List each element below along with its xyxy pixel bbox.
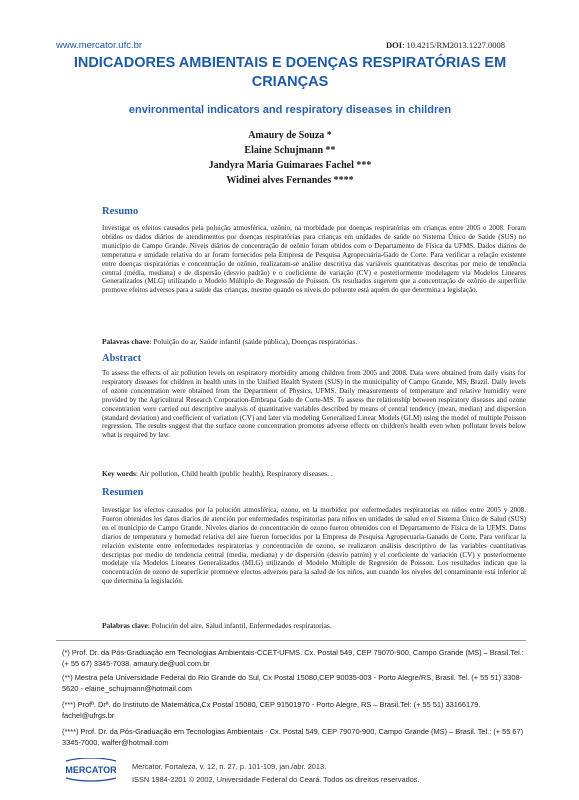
resumo-heading: Resumo <box>102 206 139 217</box>
keywords-text: : Poluição do ar, Saúde infantil (saúde pública), Doenças respiratórias. <box>149 337 358 346</box>
article-subtitle: environmental indicators and respiratory diseases in children <box>128 104 452 116</box>
doi-value: : 10.4215/RM2013.1227.0008 <box>402 40 506 50</box>
author: Jandyra Maria Guimaraes Fachel *** <box>208 160 372 171</box>
issn-copyright: ISSN 1984-2201 © 2002, Universidade Federal do Ceará. Todos os direitos reservados. <box>132 775 420 784</box>
resumen-keywords <box>102 621 526 630</box>
logo-wordmark: MERCATOR <box>65 765 117 775</box>
resumen-heading: Resumen <box>102 487 144 498</box>
keywords-label: Key words <box>102 469 136 478</box>
doi <box>386 40 505 50</box>
keywords-label: Palabras clave <box>102 621 148 630</box>
logo-arc-icon <box>66 758 116 761</box>
footnote-divider <box>56 640 526 641</box>
footnote-author-2: (**) Mestra pela Universidade Federal do Rio Grande do Sul, Cx Postal 15080,CEP 90035-003 - Porto Alegre/RS, Brasil. Tel. (+ 55 51) 3308-5620 - elaine_schujmann@hotmail.com <box>62 673 523 693</box>
resumo-text: Investigar os efeitos causados pela poluição atmosférica, ozônio, na morbidade por doenças respiratórias em crianças entre 2005 e 2008. Foram obtidos os dados diários de atendimentos por doenças respiratórias para crianças em unidades de saúde no Sistema Único de Saúde (SUS) no município de Campo Grande. Níveis diários de concentração de ozônio foram obtidos com o Departamento de Física da UFMS. Dados diários de temperatura e umidade relativa do ar foram fornecidos pela Empresa de Pesquisa Agropecuária-Gado de Corte. Para verificar a relação existente entre doenças respiratórias e concentração de ozônio, realizaram-se análise descritiva das variáveis quantitativas descritas por meio de tendência central (média, mediana) e de dispersão (desvio padrão) e o coeficiente de variação (CV) e posteriormente modelagem via Modelos Lineares Generalizados (MLG) utilizando o Modelo Múltiplo de Regressão de Poisson. Os resultados sugerem que a concentração de ozônio de superfície promove efeitos adversos para a saúde das crianças, mesmo quando os níveis do poluente está aquém do que determina a legislação. <box>102 224 526 295</box>
article-title <box>60 54 520 92</box>
footnote-author-1: (*) Prof. Dr. da Pós-Graduação em Tecnologias Ambientais-CCET-UFMS. Cx. Postal 549, CEP 79070-900, Campo Grande (MS) – Brasil.Tel.: (+ 55 67) 3345-7038. amaury.de@uol.com.br <box>62 648 524 668</box>
doi-label: DOI <box>386 40 403 50</box>
footnote-author-4: (****) Prof. Dr. da Pós-Graduação em Tecnologias Ambientais - Cx. Postal 549, CEP 79070-900, Campo Grande (MS) – Brasil. Tel.: (+ 55 67) 3345-7000. walfer@hotmail.com <box>62 727 524 747</box>
journal-url[interactable]: www.mercator.ufc.br <box>56 40 143 51</box>
logo-arc-icon <box>66 778 116 781</box>
footnote-author-3: (***) Profª. Drª. do Instituto de Matemática,Cx Postal 15080, CEP 91501970 - Porto Alegre, RS – Brasil.Tel: (+ 55 51) 33166179. fachel@ufrgs.br <box>62 700 481 720</box>
abstract-keywords <box>102 469 526 478</box>
author-list <box>60 128 520 188</box>
keywords-label: Palavras chave <box>102 337 150 346</box>
mercator-logo <box>60 758 122 782</box>
article-title-line-2: CRIANÇAS <box>251 74 329 90</box>
article-title-line-1: INDICADORES AMBIENTAIS E DOENÇAS RESPIRATÓRIAS EM <box>73 55 507 71</box>
resumo-keywords <box>102 337 526 346</box>
author: Amaury de Souza * <box>248 130 332 141</box>
author: Elaine Schujmann ** <box>244 145 336 156</box>
abstract-heading: Abstract <box>102 353 142 364</box>
author: Widinei alves Fernandes **** <box>226 175 354 186</box>
keywords-text: : Air pollution, Child health (public health), Respiratory diseases. . <box>135 469 333 478</box>
journal-citation: Mercator, Fortaleza, v. 12, n. 27, p. 101-109, jan./abr. 2013. <box>132 762 327 771</box>
abstract-text: To assess the effects of air pollution levels on respiratory morbidity among children from 2005 and 2008. Data were obtained from daily visits for respiratory diseases for children in health units in the Unified Health System (SUS) in the municipality of Campo Grande, MS, Brazil. Daily levels of ozone concentration were obtained from the Department of Physics, UFMS. Daily measurements of temperature and relative humidity were provided by the Agricultural Research Corporation-Embrapa Gado de Corte-MS. To assess the relationship between respiratory diseases and ozone concentration were carried out descriptive analysis of quantitative variables described by means of central tendency (mean, median) and dispersion (standard deviation) and coefficient of variation (CV) and later via modeling Generalized Linear Models (GLM) using the model of multiple Poisson regression. The results suggest that the surface ozone concentration promotes adverse effects on children's health even when pollutant levels below what is required by law. <box>102 369 526 440</box>
keywords-text: : Polución del aire, Salud infantil, Enfermedades respiratorias. <box>147 621 332 630</box>
resumen-text: Investigar los efectos causados por la polución atmosférica, ozono, en la morbidez por enfermedades respiratorias en niños entre 2005 y 2008. Fueron obtenidos los datos diarios de atención por enfermedades respiratorias para niños en unidades de salud en el Sistema Único de Salud (SUS) en el municipio de Campo Grande. Niveles diarios de concentración de ozono fueron obtenidos con el Departamento de Física de la UFMS. Datos diarios de temperatura y humedad relativa del aire fueron fornecidos por la Empresa de Pesquisa Agropecuaria-Ganado de Corte. Para verificar la relación existente entre enfermedades respiratorias y concentración de ozono, se realizaron análisis descriptivo de las variables cuantitativas descriptas por medio de tendencia central (media, mediana) y de dispersión (desvío patrón) y el coeficiente de variación (CV) y posteriormente modelaje vía Modelos Lineares Generalizados (MLG) utilizando el Modelo Múltiple de Regresión de Poisson. Los resultados indican que la concentración de ozono de superficie promueve efectos adversos para la salud de los niños, aun cuando los niveles del contaminante está inferior al que determina la legislación. <box>102 506 526 586</box>
